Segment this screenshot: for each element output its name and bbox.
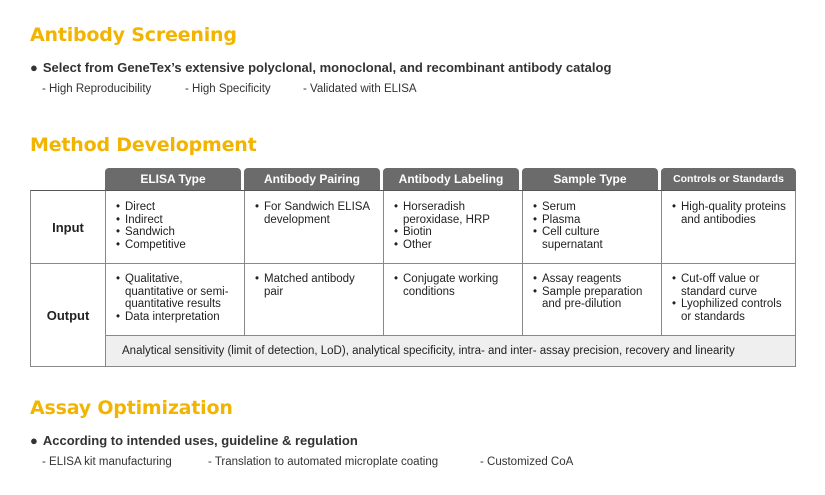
- screening-bullet-text: Select from GeneTex’s extensive polyclonal, monoclonal, and recombinant antibody catalog: [42, 60, 612, 75]
- list-item: • Sample preparation and pre-dilution: [533, 286, 653, 311]
- list-item: • Horseradish peroxidase, HRP: [394, 201, 514, 226]
- cell-input-sample-type: [523, 191, 662, 263]
- cell-input-antibody-labeling: [384, 191, 523, 263]
- subitem-kit-manufacturing: - ELISA kit manufacturing: [42, 456, 172, 468]
- section-title-assay-optimization: Assay Optimization: [30, 397, 233, 419]
- section-title-method-development: Method Development: [30, 134, 257, 156]
- section-title-antibody-screening: Antibody Screening: [30, 24, 237, 46]
- cell-output-elisa-type: [106, 264, 245, 335]
- list-item: • Matched antibody pair: [255, 273, 375, 298]
- cell-output-sample-type: [523, 264, 662, 335]
- list-item: • Conjugate working conditions: [394, 273, 514, 298]
- list-item: • Direct: [116, 201, 236, 214]
- screening-subitems: [42, 83, 417, 95]
- cell-output-antibody-pairing: [245, 264, 384, 335]
- list-item: • Other: [394, 239, 514, 252]
- list-item: • High-quality proteins and antibodies: [672, 201, 787, 226]
- cell-input-controls: [662, 191, 795, 263]
- table-grid: [30, 190, 796, 367]
- list-item: • Data interpretation: [116, 311, 236, 324]
- optimization-bullet-text: According to intended uses, guideline & regulation: [42, 433, 358, 448]
- subitem-high-reproducibility: - High Reproducibility: [42, 83, 152, 95]
- header-antibody-pairing: Antibody Pairing: [244, 168, 380, 190]
- table-header-row: [105, 168, 796, 190]
- list-item: • Assay reagents: [533, 273, 653, 286]
- list-item: • Competitive: [116, 239, 236, 252]
- list-item: • Biotin: [394, 226, 514, 239]
- list-item: • Qualitative, quantitative or semi-quantitative results: [116, 273, 236, 311]
- cell-input-elisa-type: [106, 191, 245, 263]
- subitem-automated-coating: - Translation to automated microplate coating: [208, 456, 439, 468]
- row-label-output: Output: [31, 264, 106, 366]
- list-item: • Sandwich: [116, 226, 236, 239]
- optimization-bullet: [30, 433, 358, 448]
- cell-input-antibody-pairing: [245, 191, 384, 263]
- list-item: • For Sandwich ELISA development: [255, 201, 375, 226]
- bullet-dot-icon: ●: [30, 60, 38, 75]
- header-controls-standards: Controls or Standards: [661, 168, 796, 190]
- bullet-dot-icon: ●: [30, 433, 38, 448]
- subitem-customized-coa: - Customized CoA: [480, 456, 574, 468]
- cell-output-antibody-labeling: [384, 264, 523, 335]
- list-item: • Cell culture supernatant: [533, 226, 653, 251]
- header-antibody-labeling: Antibody Labeling: [383, 168, 519, 190]
- table-footer-summary: Analytical sensitivity (limit of detection, LoD), analytical specificity, intra- and inter- assay precision, recovery and linearity: [106, 335, 795, 366]
- list-item: • Indirect: [116, 214, 236, 227]
- header-sample-type: Sample Type: [522, 168, 658, 190]
- screening-bullet: [30, 60, 611, 75]
- method-development-table: [30, 168, 796, 367]
- optimization-subitems: [42, 456, 573, 468]
- list-item: • Lyophilized controls or standards: [672, 298, 787, 323]
- list-item: • Cut-off value or standard curve: [672, 273, 787, 298]
- header-elisa-type: ELISA Type: [105, 168, 241, 190]
- row-label-input: Input: [31, 191, 106, 263]
- subitem-validated-elisa: - Validated with ELISA: [303, 83, 417, 95]
- list-item: • Serum: [533, 201, 653, 214]
- cell-output-controls: [662, 264, 795, 335]
- list-item: • Plasma: [533, 214, 653, 227]
- subitem-high-specificity: - High Specificity: [185, 83, 271, 95]
